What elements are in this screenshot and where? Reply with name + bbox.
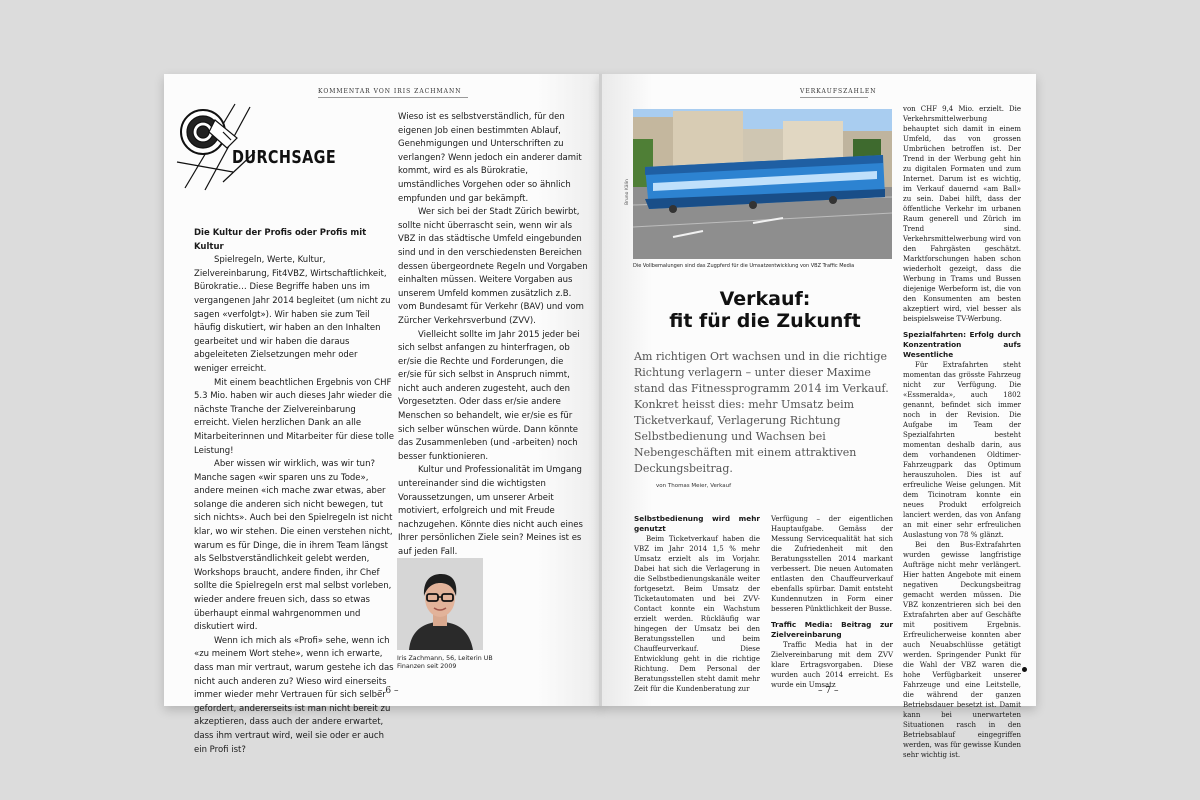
paragraph: Bei den Bus-Extrafahrten wurden gewisse langfristige Aufträge nicht mehr verlängert. Hier hatten Angebote mit einem negativen Deckungsbeitrag gemacht werden müssen. Die VBZ konzentrieren sich bei den Extrafahrten aber auf Geschäfte mit positivem Ergebnis. Erfreulicherweise konnten aber auch Neuabschlüsse getätigt werden. Springender Punkt für die Wahl der VBZ waren die hohe Verfügbarkeit unserer Fahrzeuge und eine Leitstelle, die während der ganzen Betriebsdauer besetzt ist. Damit kann bei unerwarteten Situationen rasch in den Betriebsablauf eingegriffen werden, was für gewisse Kunden sehr wichtig ist. [903, 541, 1021, 759]
byline: von Thomas Meier, Verkauf [656, 483, 732, 489]
paragraph: von CHF 9,4 Mio. erzielt. Die Verkehrsmittelwerbung behauptet sich damit in einem Umfeld, das von grossen Umbrüchen betroffen ist. Der Trend in der Werbung geht hin zu digitalen Formaten und zum Internet. Darum ist es wichtig, im Verkauf dauernd «am Ball» zu sein. Dabei hilft, dass der öffentliche Verkehr im urbanen Raum generell und Zürich im Trend sind. Verkehrsmittelwerbung wird von den Fahrgästen geschätzt. Marktforschungen haben schon wiederholt gezeigt, dass die Werbung in Trams und Bussen diejenige Werbeform ist, die von den Konsumenten am besten akzeptiert wird, viel besser als beispielsweise TV-Werbung. [903, 105, 1021, 323]
tram-photo [633, 109, 892, 259]
paragraph: Wieso ist es selbstverständlich, für den eigenen Job einen bestimmten Ablauf, Genehmigungen und Unterschriften zu verlangen? Wenn jedoch ein anderer damit kommt, wird es als Bürokratie, umständliches Vorgehen oder so ähnlich empfunden und gar bekämpft. [398, 112, 582, 204]
tram-photo-caption: Die Vollbemalungen sind das Zugpferd für die Umsatzentwicklung von VBZ Traffic Media [633, 263, 855, 269]
gutter [599, 74, 602, 706]
photo-credit: Bruno Kälin [625, 179, 630, 205]
headline-line-1: Verkauf: [719, 288, 811, 310]
article-lead: Am richtigen Ort wachsen und in die richtige Richtung verlagern – unter dieser Maxime stand das Fitnessprogramm 2014 im Verkauf. Konkret heisst dies: mehr Umsatz beim Ticketverkauf, Verlagerung Richtung Selbstbedienung und Wachsen bei Nebengeschäften mit einem attraktiven Deckungsbeitrag. [634, 350, 889, 475]
left-running-head: KOMMENTAR VON IRIS ZACHMANN [318, 88, 468, 98]
paragraph: Spielregeln, Werte, Kultur, Zielvereinbarung, Fit4VBZ, Wirtschaftlichkeit, Bürokratie… Diese Begriffe haben uns im vergangenen Jahr 2014 begleitet (um nicht zu sagen «verfolgt»). Wir haben sie zum Teil häufig diskutiert, wir haben an den Inhalten gearbeitet und wir haben die daraus abgeleiteten Zielsetzungen mehr oder weniger erreicht. [194, 255, 391, 374]
article-headline [620, 288, 910, 332]
paragraph: Kultur und Professionalität im Umgang untereinander sind die wichtigsten Voraussetzungen, um unserer Arbeit motiviert, erfolgreich und mit Freude nachzugehen. Könnte dies nicht auch eines Ihrer persönlichen Ziele sein? Meines ist es auf jeden Fall. [398, 465, 583, 557]
paragraph: Mit einem beachtlichen Ergebnis von CHF 5.3 Mio. haben wir auch dieses Jahr wieder die nächste Tranche der Zielvereinbarung erreicht. Vielen herzlichen Dank an alle Mitarbeiterinnen und Mitarbeiter für diese tolle Leistung! [194, 377, 394, 456]
right-column-2 [771, 514, 893, 690]
end-mark [1022, 667, 1027, 672]
section-heading: Traffic Media: Beitrag zur Zielvereinbarung [771, 620, 893, 639]
paragraph: Wer sich bei der Stadt Zürich bewirbt, sollte nicht überrascht sein, wenn wir als VBZ in das städtische Umfeld eingebunden sind und in den verschiedensten Bereichen dessen übergeordnete Regeln und Vorgaben einhalten müssen. Weitere Vorgaben aus unserem Umfeld kommen zusätzlich z.B. vom Bundesamt für Verkehr (BAV) und vom Zürcher Verkehrsverbund (ZVV). [398, 207, 588, 326]
page-number-right: – 7 – [818, 686, 839, 696]
left-column-1 [194, 227, 394, 757]
paragraph: Traffic Media hat in der Zielvereinbarung mit dem ZVV klare Ertragsvorgaben. Diese wurden auch 2014 erreicht. Es wurde ein Umsatz [771, 641, 893, 689]
headline-line-2: fit für die Zukunft [669, 310, 861, 332]
right-column-1 [634, 514, 760, 694]
paragraph: Für Extrafahrten steht momentan das grösste Fahrzeug nicht zur Verfügung. Die «Essmeralda», auch 1802 genannt, befindet sich immer noch in der Revision. Die Aufgabe im Team der Spezialfahrten besteht momentan deshalb darin, aus dem vorhandenen Oldtimer-Fahrzeugpark das Optimum herauszuholen. Dies ist auf erfreuliche Weise gelungen. Mit dem Ticinotram konnte ein neues Produkt erfolgreich lanciert werden, das von Anfang an mit einer sehr erfreulichen Auslastung von 78 % glänzt. [903, 361, 1021, 539]
author-portrait [397, 558, 483, 650]
paragraph: Verfügung – der eigentlichen Hauptaufgabe. Gemäss der Messung Servicequalität hat sich die Zufriedenheit mit den Beratungsstellen 2014 markant verbessert. Die neuen Automaten entlasten den Chauffeurverkauf ebenfalls spürbar. Damit entsteht Kundennutzen in Form einer besseren Pünktlichkeit der Busse. [771, 515, 893, 613]
page-number-left: – 6 – [378, 686, 399, 696]
section-heading: Selbstbedienung wird mehr genutzt [634, 514, 760, 533]
left-column-2 [398, 111, 588, 560]
article-heading: Die Kultur der Profis oder Profis mit Kultur [194, 228, 367, 252]
paragraph: Vielleicht sollte im Jahr 2015 jeder bei sich selbst anfangen zu hinterfragen, ob er/sie die Rechte und Forderungen, die er/sie für sich selbst in Anspruch nimmt, nicht auch anderen zugesteht, auch den Vorgesetzten. Oder dass er/sie andere Menschen so behandelt, wie er/sie es für sich selber wünschen würde. Dann könnte das Zusammenleben (und -arbeiten) noch besser funktionieren. [398, 329, 580, 462]
right-column-3 [903, 104, 1021, 760]
portrait-caption: Iris Zachmann, 56, Leiterin UB Finanzen seit 2009 [397, 655, 493, 670]
durchsage-title: DURCHSAGE [232, 147, 337, 168]
paragraph: Aber wissen wir wirklich, was wir tun? Manche sagen «wir sparen uns zu Tode», andere meinen «ich mache zwar etwas, aber solange die anderen sich nicht bewegen, tut sich nichts». Auch bei den Spielregeln ist nicht klar, wo wir stehen. Die einen verstehen nicht, warum es für Dinge, die in ihrem Team längst als Selbstverständlichkeit gelebt werden, Workshops braucht, andere finden, ihr Chef sollte die Spielregeln erst mal selbst vorleben, wieder andere freuen sich, dass so etwas überhaupt einmal wahrgenommen und diskutiert wird. [194, 459, 393, 633]
right-running-head: VERKAUFSZAHLEN [800, 88, 868, 98]
section-heading: Spezialfahrten: Erfolg durch Konzentration aufs Wesentliche [903, 330, 1021, 359]
paragraph: Beim Ticketverkauf haben die VBZ im Jahr 2014 1,5 % mehr Umsatz erzielt als im Vorjahr. Dabei hat sich die Verlagerung in die Selbstbedienungskanäle weiter fortgesetzt. Beim Umsatz der Ticketautomaten und bei ZVV-Contact konnte ein Wachstum erzielt werden. Rückläufig war hingegen der Umsatz bei den Beratungsstellen und beim Chauffeurverkauf. Diese Entwicklung geht in die richtige Richtung. Dem Personal der Beratungsstellen steht damit mehr Zeit für die Kundenberatung zur [634, 535, 760, 693]
paragraph: Wenn ich mich als «Profi» sehe, wenn ich «zu meinem Wort stehe», wenn ich erwarte, dass man mir vertraut, warum gestehe ich das nicht auch anderen zu? Wieso wird einerseits immer wieder mehr Vertrauen für sich selber gefordert, andererseits ist man nicht bereit zu akzeptieren, dass auch der andere erwartet, dass ihm vertraut wird, weil sie oder er auch ein Profi ist? [194, 635, 394, 755]
